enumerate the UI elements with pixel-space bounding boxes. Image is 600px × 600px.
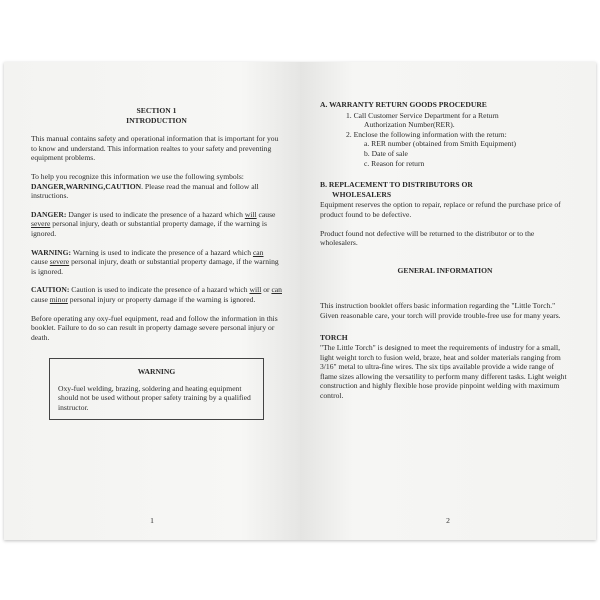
warning-box: [49, 358, 264, 419]
danger-paragraph: DANGER: Danger is used to indicate the presence of a hazard which will cause severe personal injury, death or substantial property damage, if the warning is ignored.: [31, 209, 276, 238]
torch-text: "The Little Torch" is designed to meet the requirements of industry for a small, light weight torch to fusion weld, braze, heat and solder materials ranging from 3/16" metal to ultra-fine wires. The six tips available provide a wide range of flame sizes allowing the versatility to perform many different tasks. Light weight construction and highly flexible hose provide pinpoint welding with maximum control.: [320, 343, 567, 401]
open-booklet: [4, 62, 596, 540]
general-information-text: This instruction booklet offers basic information regarding the "Little Torch." Given reasonable care, your torch will provide trouble-free use for many years.: [320, 301, 561, 320]
warning-box-text: Oxy-fuel welding, brazing, soldering and heating equipment should not be used without proper safety training by a qualified instructor.: [58, 383, 251, 413]
warranty-sub-b: b. Date of sale: [364, 148, 408, 158]
intro-paragraph: This manual contains safety and operational information that is important for you to know and understand. This information realtes to your safety and preventing equipment problems.: [31, 134, 279, 163]
left-page: [4, 62, 300, 540]
warranty-step-1-cont: Authorization Number(RER).: [364, 120, 455, 130]
warranty-step-1: 1. Call Customer Service Department for a Return: [346, 110, 499, 120]
warranty-heading: A. WARRANTY RETURN GOODS PROCEDURE: [320, 100, 487, 109]
warranty-sub-c: c. Reason for return: [364, 158, 425, 168]
page-number-left: 1: [150, 516, 154, 526]
section-heading: [31, 106, 282, 125]
caution-paragraph: CAUTION: Caution is used to indicate the presence of a hazard which will or can cause minor personal injury or property damage if the warning is ignored.: [31, 285, 282, 304]
symbols-list: DANGER,WARNING,CAUTION: [31, 181, 142, 191]
replacement-text: Equipment reserves the option to repair, replace or refund the purchase price of product found to be defective.: [320, 200, 561, 219]
general-information-heading: GENERAL INFORMATION: [397, 265, 493, 275]
warning-paragraph: WARNING: Warning is used to indicate the presence of a hazard which can cause severe personal injury, death or substantial property damage, if the warning is ignored.: [31, 247, 279, 276]
warranty-step-2: 2. Enclose the following information with the return:: [346, 129, 507, 139]
symbols-paragraph: To help you recognize this information we use the following symbols: DANGER,WARNING,CAUTION. Please read the manual and follow all instructions.: [31, 171, 259, 201]
page-number-right: 2: [446, 516, 450, 526]
danger-label: DANGER:: [31, 209, 67, 219]
warranty-sub-a: a. RER number (obtained from Smith Equipment): [364, 139, 517, 149]
caution-label: CAUTION:: [31, 285, 70, 295]
replacement-heading: B. REPLACEMENT TO DISTRIBUTORS OR WHOLESALERS: [320, 180, 473, 199]
replacement-text-2: Product found not defective will be returned to the distributor or to the wholesalers.: [320, 228, 535, 248]
warning-box-title: WARNING: [137, 367, 176, 377]
section-subtitle: INTRODUCTION: [126, 115, 187, 125]
right-page: [300, 62, 596, 540]
before-operating-paragraph: Before operating any oxy-fuel equipment, read and follow the information in this booklet. Failure to do so can result in property damage severe personal injury or death.: [31, 313, 278, 342]
section-title: SECTION 1: [136, 106, 177, 115]
torch-heading: TORCH: [320, 332, 348, 342]
warning-label: WARNING:: [31, 247, 72, 257]
